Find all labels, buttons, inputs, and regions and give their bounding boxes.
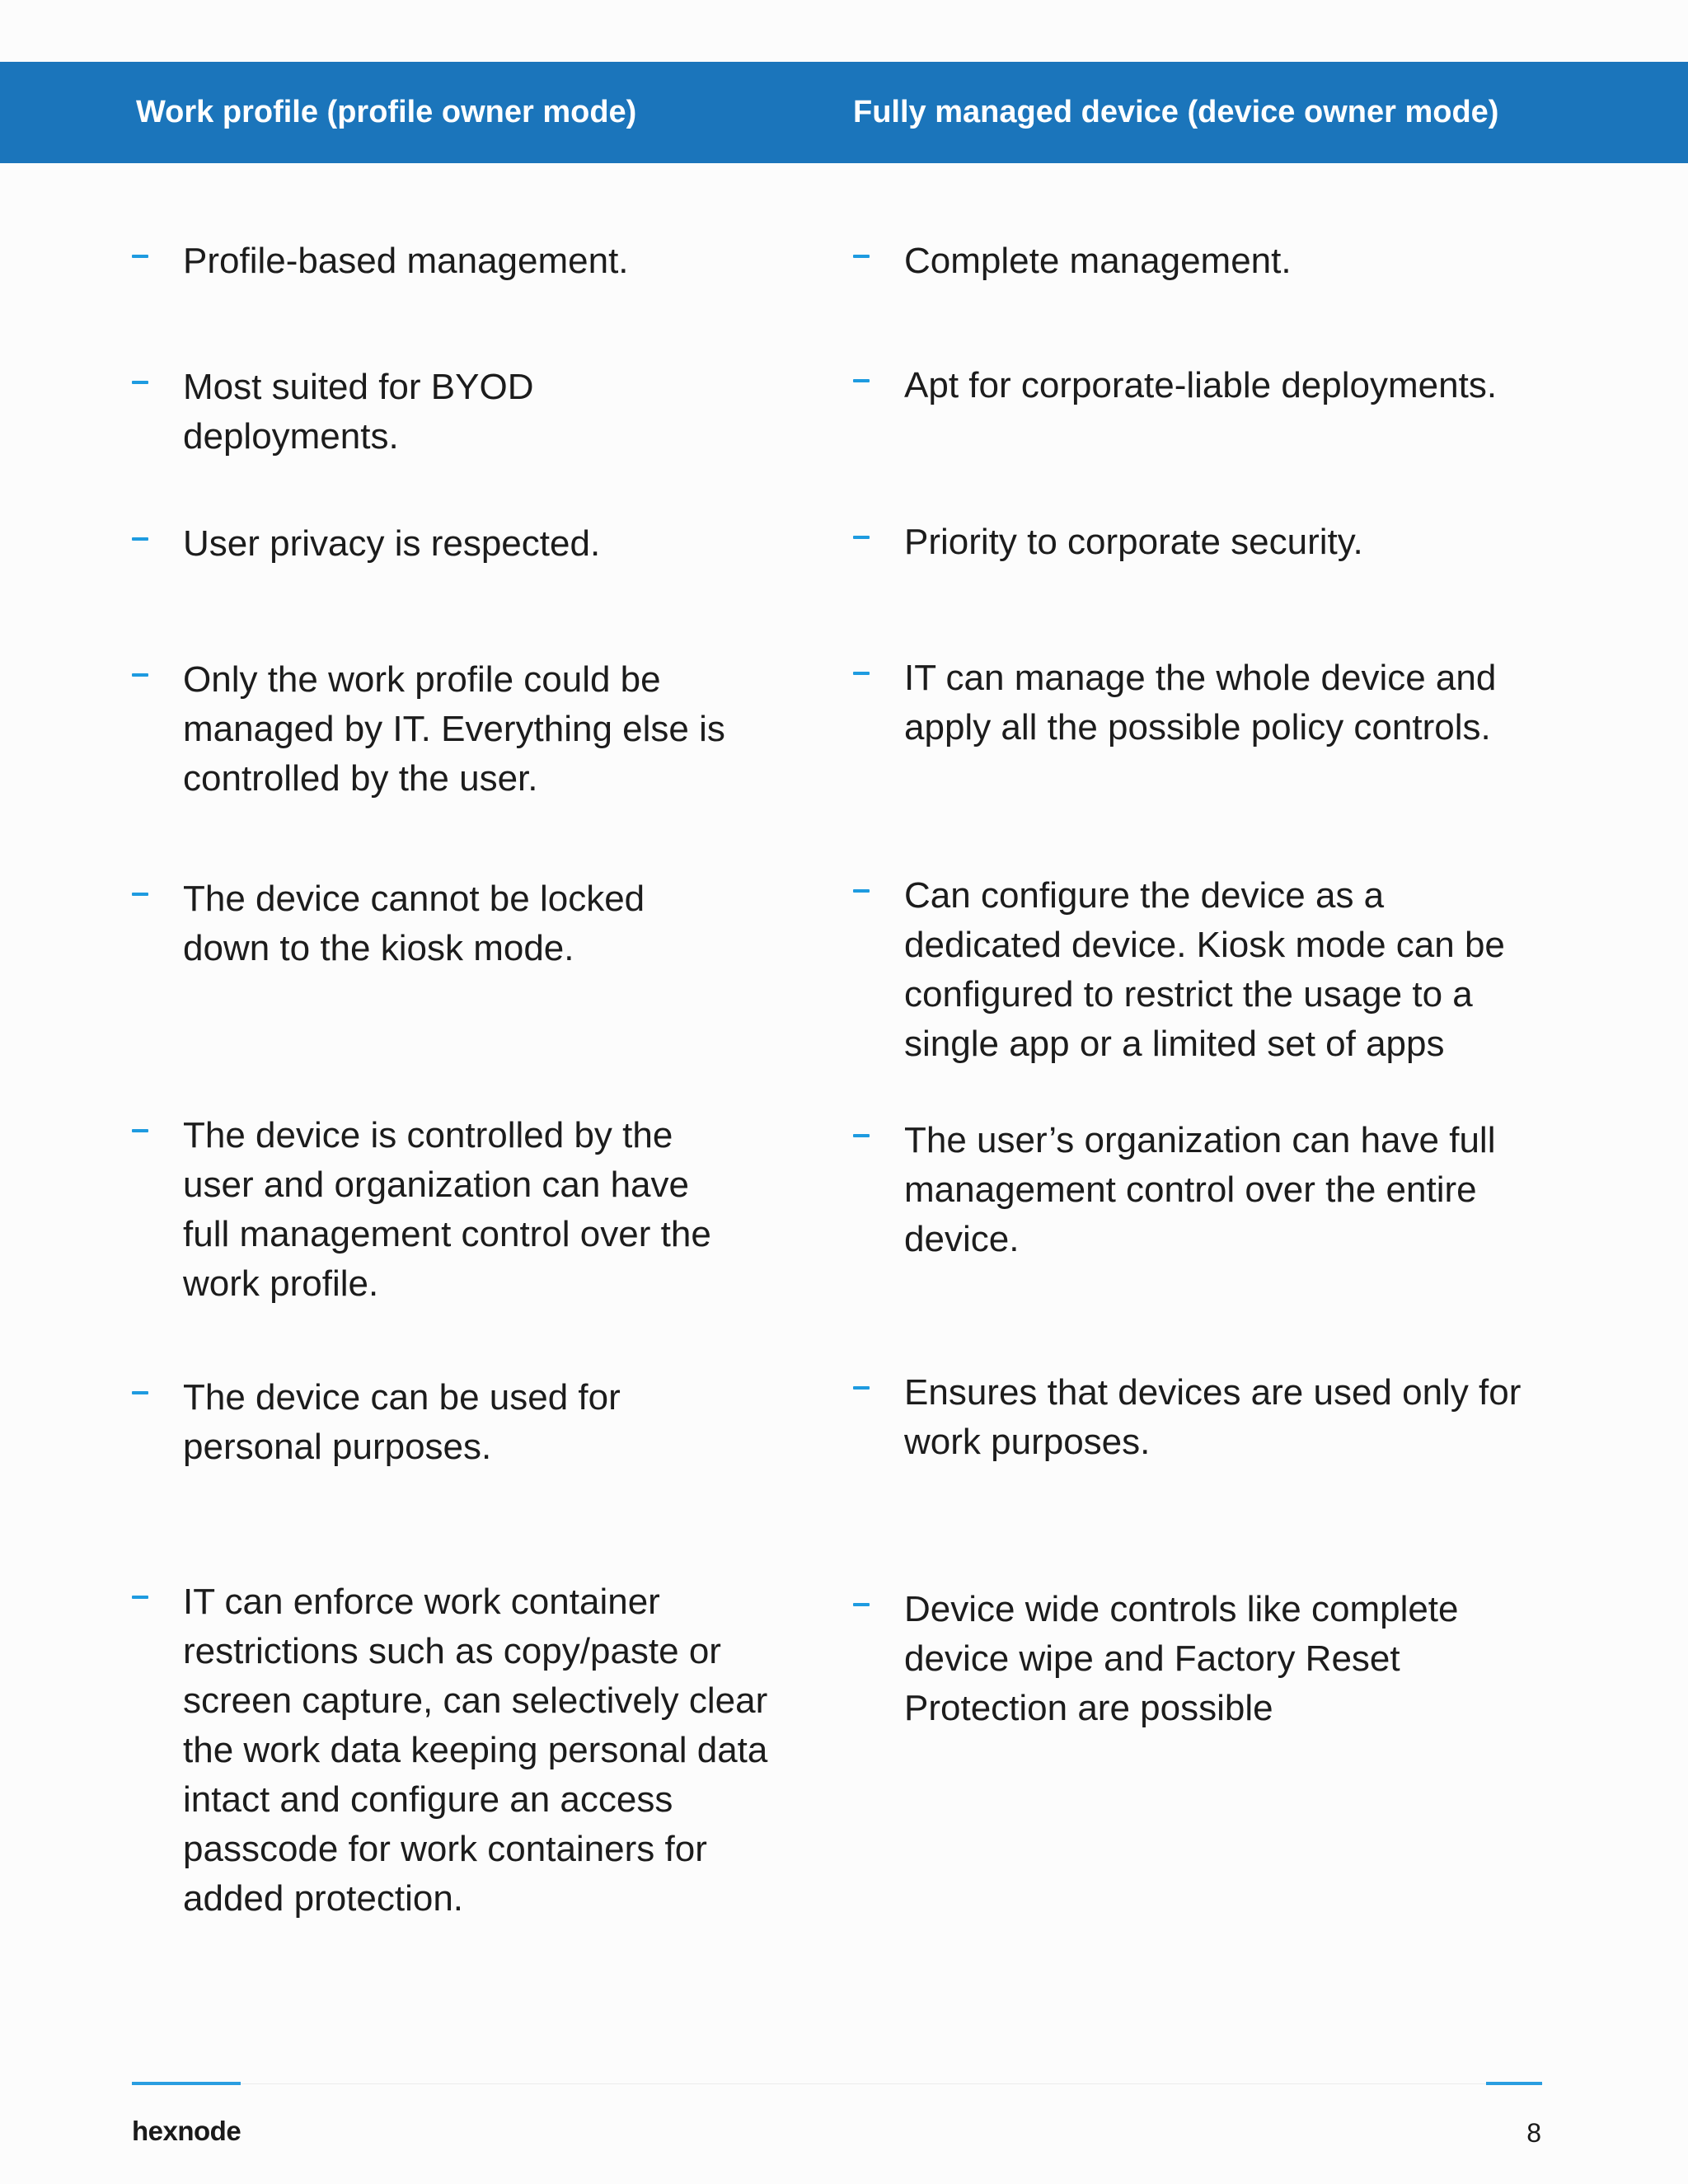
- work-profile-item-text: Most suited for BYOD deployments.: [183, 367, 534, 457]
- bullet-dash: [853, 255, 870, 258]
- footer-accent-left: [132, 2082, 241, 2085]
- bullet-dash: [132, 255, 148, 258]
- work-profile-item-text: The device cannot be locked down to the kiosk mode.: [183, 879, 645, 968]
- work-profile-item-text: IT can enforce work container restrictions such as copy/paste or screen capture, can selectively clear the work data keeping personal data intact and configure an access passcode for work containers for added protection.: [183, 1582, 768, 1919]
- footer-accent-right: [1486, 2082, 1542, 2085]
- bullet-dash: [132, 1596, 148, 1599]
- work-profile-item-text: User privacy is respected.: [183, 523, 601, 564]
- bullet-dash: [853, 889, 870, 893]
- fully-managed-item-text: The user’s organization can have full management control over the entire device.: [904, 1120, 1496, 1259]
- bullet-dash: [853, 1603, 870, 1606]
- bullet-dash: [132, 1129, 148, 1132]
- work-profile-item-text: Only the work profile could be managed by IT. Everything else is controlled by the user.: [183, 659, 725, 799]
- footer-divider: [132, 2083, 1543, 2084]
- bullet-dash: [132, 673, 148, 677]
- work-profile-column-title: Work profile (profile owner mode): [136, 95, 637, 129]
- bullet-dash: [853, 1386, 870, 1390]
- bullet-dash: [853, 536, 870, 539]
- fully-managed-item-text: Priority to corporate security.: [904, 522, 1363, 562]
- hexnode-logo: hexnode: [132, 2116, 241, 2146]
- fully-managed-item-text: Apt for corporate-liable deployments.: [904, 365, 1498, 405]
- table-header-band: [0, 62, 1688, 163]
- bullet-dash: [132, 1391, 148, 1394]
- bullet-dash: [132, 893, 148, 896]
- fully-managed-item-text: Device wide controls like complete device wipe and Factory Reset Protection are possible: [904, 1589, 1459, 1728]
- fully-managed-item-text: Can configure the device as a dedicated device. Kiosk mode can be configured to restrict the usage to a single app or a limited set of apps: [904, 875, 1505, 1064]
- fully-managed-item-text: Ensures that devices are used only for work purposes.: [904, 1372, 1522, 1462]
- fully-managed-item-text: Complete management.: [904, 241, 1292, 281]
- fully-managed-item-text: IT can manage the whole device and apply all the possible policy controls.: [904, 658, 1497, 748]
- page-number: 8: [1526, 2118, 1541, 2148]
- bullet-dash: [853, 672, 870, 675]
- work-profile-item-text: The device can be used for personal purposes.: [183, 1377, 621, 1467]
- bullet-dash: [132, 381, 148, 384]
- bullet-dash: [853, 1134, 870, 1137]
- work-profile-item-text: The device is controlled by the user and organization can have full management control over the work profile.: [183, 1115, 711, 1304]
- bullet-dash: [853, 379, 870, 382]
- work-profile-item-text: Profile-based management.: [183, 241, 629, 281]
- fully-managed-column-title: Fully managed device (device owner mode): [853, 95, 1499, 129]
- bullet-dash: [132, 537, 148, 541]
